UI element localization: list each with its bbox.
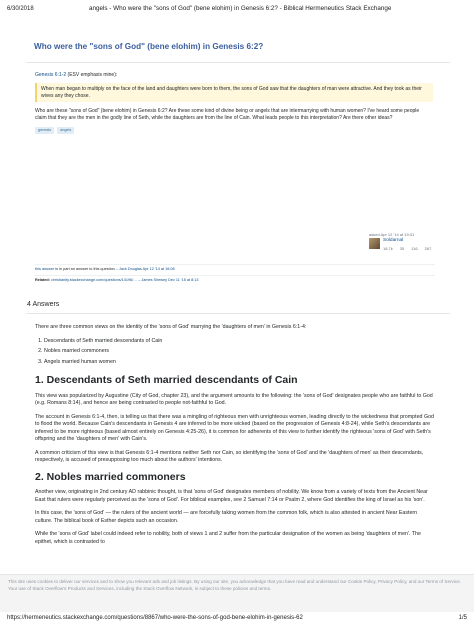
answer-intro: There are three common views on the identity of the 'sons of God' marrying the 'daughters of men' in Genesis 6:1-4: xyxy=(35,324,307,330)
print-date: 6/30/2018 xyxy=(7,6,34,12)
tag-list xyxy=(35,127,435,134)
scripture-link[interactable]: Genesis 6:1-2 xyxy=(35,72,67,78)
comment-author[interactable]: – James Shewey Dec 11 '15 at 8:13 xyxy=(137,278,199,283)
section-heading: 1. Descendants of Seth married descendants of Cain xyxy=(35,374,298,387)
comment-text: is in part an answer to this question xyxy=(54,267,115,271)
avatar[interactable] xyxy=(369,238,380,249)
list-item: 2. Nobles married commoners xyxy=(44,348,435,356)
gold-badge-count: 35 xyxy=(399,245,405,251)
reputation-badges xyxy=(383,246,431,251)
paragraph: While the 'sons of God' label could indeed refer to nobility, both of views 1 and 2 suffer from the particular designation of the women as being 'daughters of men'. The epithet, which is contrasted to xyxy=(35,531,421,545)
asker-name[interactable]: Soldarnal xyxy=(383,238,404,244)
tag-angels[interactable]: angels xyxy=(57,127,74,134)
list-item: 3. Angels married human women xyxy=(44,359,435,367)
paragraph: In this case, the 'sons of God' — the rulers of the ancient world — are forcefully taking women from the common folk, which is also attested in ancient Near Eastern culture. The biblical book of Esther depicts such an occasion. xyxy=(35,510,418,524)
views-list xyxy=(44,338,435,367)
print-footer xyxy=(7,614,467,624)
comment xyxy=(35,275,435,286)
page-content xyxy=(26,42,450,545)
paragraph: A common criticism of this view is that Genesis 6:1-4 mentions neither Seth nor Cain, so identifying the 'sons of God' and the 'daughters of men' as their descendants, respectively, is accused of presupposing too much about the authors' intentions. xyxy=(35,449,424,464)
scripture-reference xyxy=(35,72,435,79)
tag-genesis[interactable]: genesis xyxy=(35,127,54,134)
list-item: 1. Descendants of Seth married descendants of Cain xyxy=(44,338,435,346)
comment-author[interactable]: – Jack Douglas Apr 12 '14 at 16:08 xyxy=(114,267,175,271)
print-title: angels - Who were the "sons of God" (bene elohim) in Genesis 6:2? - Biblical Hermeneutics Stack Exchange xyxy=(89,5,392,12)
print-page-number: 1/5 xyxy=(458,615,467,621)
quote-text: When man began to multiply on the face of the land and daughters were born to them, the sons of God saw that the daughters of man were attractive. And they took as their wives any they chose. xyxy=(41,85,422,99)
silver-badge-count: 116 xyxy=(411,245,418,251)
bronze-badge-count: 267 xyxy=(424,245,432,251)
comment xyxy=(35,264,435,275)
comment-link[interactable]: this answer xyxy=(35,267,55,271)
comment-link[interactable]: christianity.stackexchange.com/questions/14196/… xyxy=(51,278,138,283)
paragraph: Another view, originating in 2nd century AD rabbinic thought, is that 'sons of God' designates members of nobility. We know from a variety of texts from the Ancient Near East that rulers were regularly perceived as the 'sons of God'. For biblical examples, see 2 Samuel 7:14 or Psalm 2, where God identifies the king of Israel as his 'son'. xyxy=(35,489,428,503)
reputation-score: 18.7k xyxy=(383,245,393,251)
scripture-suffix: (ESV emphasis mine): xyxy=(66,72,118,78)
answer-body xyxy=(35,324,435,552)
answers-count: 4 Answers xyxy=(27,301,60,308)
section-heading: 2. Nobles married commoners xyxy=(35,470,186,483)
print-header xyxy=(7,5,467,14)
scripture-quote xyxy=(35,83,433,103)
asked-date: asked Apr 12 '14 at 19:31 xyxy=(369,232,415,237)
paragraph: The account in Genesis 6:1-4, then, is telling us that there was a mingling of righteous men with unrighteous women, leading directly to the wickedness that prompted God to flood the world. Because Cain's descendants in Genesis 4 are inferred to be more wicked (based on the progression of Genesis 4:8-24), while Seth's descendants are inferred to be more righteous (based almost entirely on Genesis 4:25-26), it is common for adherents of this view to further identify the righteous 'sons of God' with Seth's offspring and the 'daughters of men' with Cain's. xyxy=(35,413,434,443)
title-divider xyxy=(26,62,450,63)
question-body xyxy=(35,72,435,134)
answers-divider xyxy=(26,313,450,314)
cookie-banner: This site uses cookies to deliver our services and to show you relevant ads and job listings. By using our site, you acknowledge that you have read and understand our Cookie Policy, Privacy Policy, and our Terms of Service. Your use of Stack Overflow's Products and Services, including the Stack Overflow Network, is subject to these policies and terms. xyxy=(0,574,474,612)
question-title[interactable]: Who were the "sons of God" (bene elohim) in Genesis 6:2? xyxy=(34,42,264,51)
question-text: Who are these "sons of God" (bene elohim) in Genesis 6:2? Are these some kind of divine being or angels that are intermarrying with human women? I've heard some people claim that they are the men in the godly line of Seth, while the daughters are from the line of Cain. What leads people to this interpretation? Are there other ideas? xyxy=(35,108,420,121)
print-url: https://hermeneutics.stackexchange.com/questions/8867/who-were-the-sons-of-god-bene-elohim-in-genesis-62 xyxy=(7,615,303,621)
comments xyxy=(35,264,435,286)
comment-label: Related: xyxy=(35,278,52,283)
paragraph: This view was popularized by Augustine (City of God, chapter 23), and the argument amounts to the following: the 'sons of God' designates people who are faithful to God (e.g. Romans 8:14), and hence are being contrasted to people not-faithful to God. xyxy=(35,392,433,407)
asker-card xyxy=(369,232,439,251)
